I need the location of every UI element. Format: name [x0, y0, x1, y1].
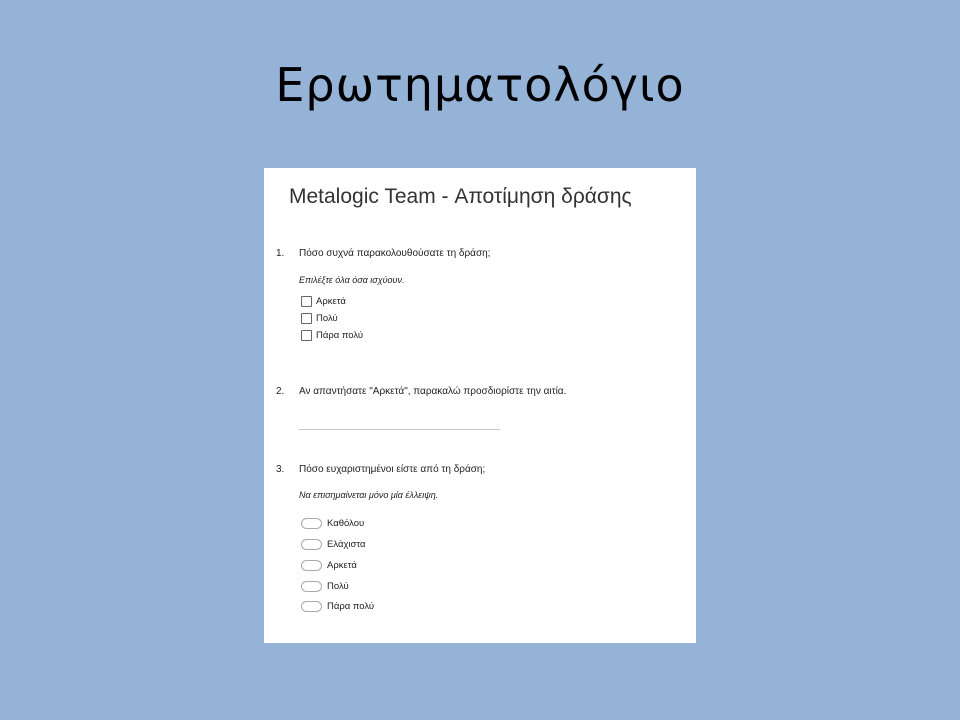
radio-oval[interactable]	[301, 581, 322, 592]
option-label: Ελάχιστα	[327, 538, 366, 550]
slide-title: Ερωτηματολόγιο	[275, 58, 685, 112]
option-label: Καθόλου	[327, 517, 365, 529]
q3-option-elaxista[interactable]	[301, 537, 366, 551]
q3-option-katholou[interactable]	[301, 516, 364, 530]
form-title: Metalogic Team - Αποτίμηση δράσης	[289, 185, 632, 208]
question-3-text: Πόσο ευχαριστημένοι είστε από τη δράση;	[299, 464, 486, 475]
question-1-hint: Επιλέξτε όλα όσα ισχύουν.	[299, 275, 405, 285]
checkbox[interactable]	[301, 313, 312, 324]
q1-option-para-poly[interactable]	[301, 328, 363, 342]
radio-oval[interactable]	[301, 560, 322, 571]
question-1-number: 1.	[276, 248, 285, 259]
question-3-number: 3.	[276, 464, 285, 475]
form-card	[264, 168, 696, 643]
option-label: Πάρα πολύ	[327, 600, 375, 612]
option-label: Αρκετά	[327, 559, 357, 571]
radio-oval[interactable]	[301, 601, 322, 612]
question-3-hint: Να επισημαίνεται μόνο μία έλλειψη.	[299, 490, 439, 500]
checkbox[interactable]	[301, 330, 312, 341]
question-2-text: Αν απαντήσατε "Αρκετά", παρακαλώ προσδιορίστε την αιτία.	[299, 386, 567, 397]
q1-option-arketa[interactable]	[301, 294, 346, 308]
option-label: Πολύ	[316, 312, 338, 324]
radio-oval[interactable]	[301, 518, 322, 529]
question-1-text: Πόσο συχνά παρακολουθούσατε τη δράση;	[299, 248, 491, 259]
option-label: Αρκετά	[316, 295, 346, 307]
option-label: Πάρα πολύ	[316, 329, 364, 341]
q3-option-arketa[interactable]	[301, 558, 357, 572]
answer-text-field[interactable]	[299, 429, 500, 430]
question-2-number: 2.	[276, 386, 285, 397]
q1-option-poly[interactable]	[301, 311, 338, 325]
radio-oval[interactable]	[301, 539, 322, 550]
option-label: Πολύ	[327, 580, 349, 592]
checkbox[interactable]	[301, 296, 312, 307]
q3-option-para-poly[interactable]	[301, 599, 374, 613]
q3-option-poly[interactable]	[301, 579, 349, 593]
